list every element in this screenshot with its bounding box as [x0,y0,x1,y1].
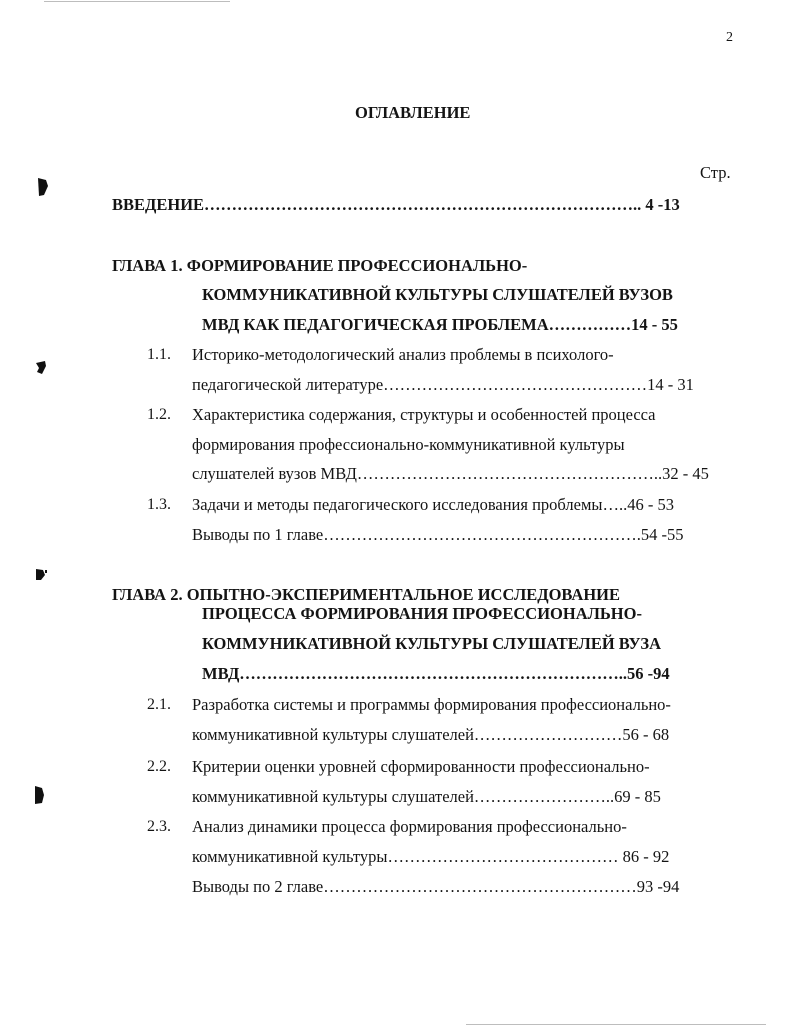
section-number: 1.3. [147,496,171,513]
chapter1-title-line3[interactable]: МВД КАК ПЕДАГОГИЧЕСКАЯ ПРОБЛЕМА……………14 - 55 [202,315,678,334]
toc-entry-1-2-line1[interactable]: Характеристика содержания, структуры и особенностей процесса [192,405,656,424]
chapter1-title-line2[interactable]: КОММУНИКАТИВНОЙ КУЛЬТУРЫ СЛУШАТЕЛЕЙ ВУЗОВ [202,285,673,304]
section-number: 2.2. [147,758,171,775]
toc-entry-2-3-line1[interactable]: Анализ динамики процесса формирования профессионально- [192,817,627,836]
toc-entry-1-2-line2[interactable]: формирования профессионально-коммуникативной культуры [192,435,625,454]
section-number: 1.1. [147,346,171,363]
section-number: 1.2. [147,406,171,423]
toc-heading: ОГЛАВЛЕНИЕ [355,103,471,122]
scan-mark [36,176,50,198]
chapter2-title-line3[interactable]: КОММУНИКАТИВНОЙ КУЛЬТУРЫ СЛУШАТЕЛЕЙ ВУЗА [202,634,661,653]
chapter1-title-line1[interactable]: ГЛАВА 1. ФОРМИРОВАНИЕ ПРОФЕССИОНАЛЬНО- [112,256,528,275]
scan-mark [34,568,48,582]
toc-entry-introduction[interactable]: ВВЕДЕНИЕ…………………………………………………………………….. 4 -13 [112,195,680,214]
scan-mark [34,784,46,806]
chapter2-title-line2[interactable]: ПРОЦЕССА ФОРМИРОВАНИЯ ПРОФЕССИОНАЛЬНО- [202,604,642,623]
toc-entry-1-1-line2[interactable]: педагогической литературе…………………………………………14 - 31 [192,375,694,394]
page-number: 2 [726,30,733,45]
toc-entry-2-2-line1[interactable]: Критерии оценки уровней сформированности профессионально- [192,757,650,776]
toc-entry-1-2-line3[interactable]: слушателей вузов МВД………………………………………………..32 - 45 [192,464,709,483]
toc-entry-2-3-line2[interactable]: коммуникативной культуры…………………………………… 86 - 92 [192,847,670,866]
toc-entry-chapter2-conclusions[interactable]: Выводы по 2 главе…………………………………………………93 -94 [192,877,680,896]
toc-entry-2-2-line2[interactable]: коммуникативной культуры слушателей……………………..69 - 85 [192,787,661,806]
chapter2-title-line1[interactable]: ГЛАВА 2. ОПЫТНО-ЭКСПЕРИМЕНТАЛЬНОЕ ИССЛЕДОВАНИЕ [112,585,620,604]
chapter2-title-line4[interactable]: МВД……………………………………………………………..56 -94 [202,664,670,683]
section-number: 2.3. [147,818,171,835]
pages-column-label: Стр. [700,163,731,182]
toc-entry-chapter1-conclusions[interactable]: Выводы по 1 главе………………………………………………….54 -55 [192,525,684,544]
top-scan-rule [44,1,230,2]
scan-mark [34,360,48,376]
toc-entry-1-3[interactable]: Задачи и методы педагогического исследования проблемы…..46 - 53 [192,495,674,514]
toc-entry-2-1-line2[interactable]: коммуникативной культуры слушателей………………………56 - 68 [192,725,670,744]
section-number: 2.1. [147,696,171,713]
bottom-scan-rule [466,1024,766,1025]
toc-entry-2-1-line1[interactable]: Разработка системы и программы формирования профессионально- [192,695,671,714]
toc-entry-1-1-line1[interactable]: Историко-методологический анализ проблемы в психолого- [192,345,614,364]
